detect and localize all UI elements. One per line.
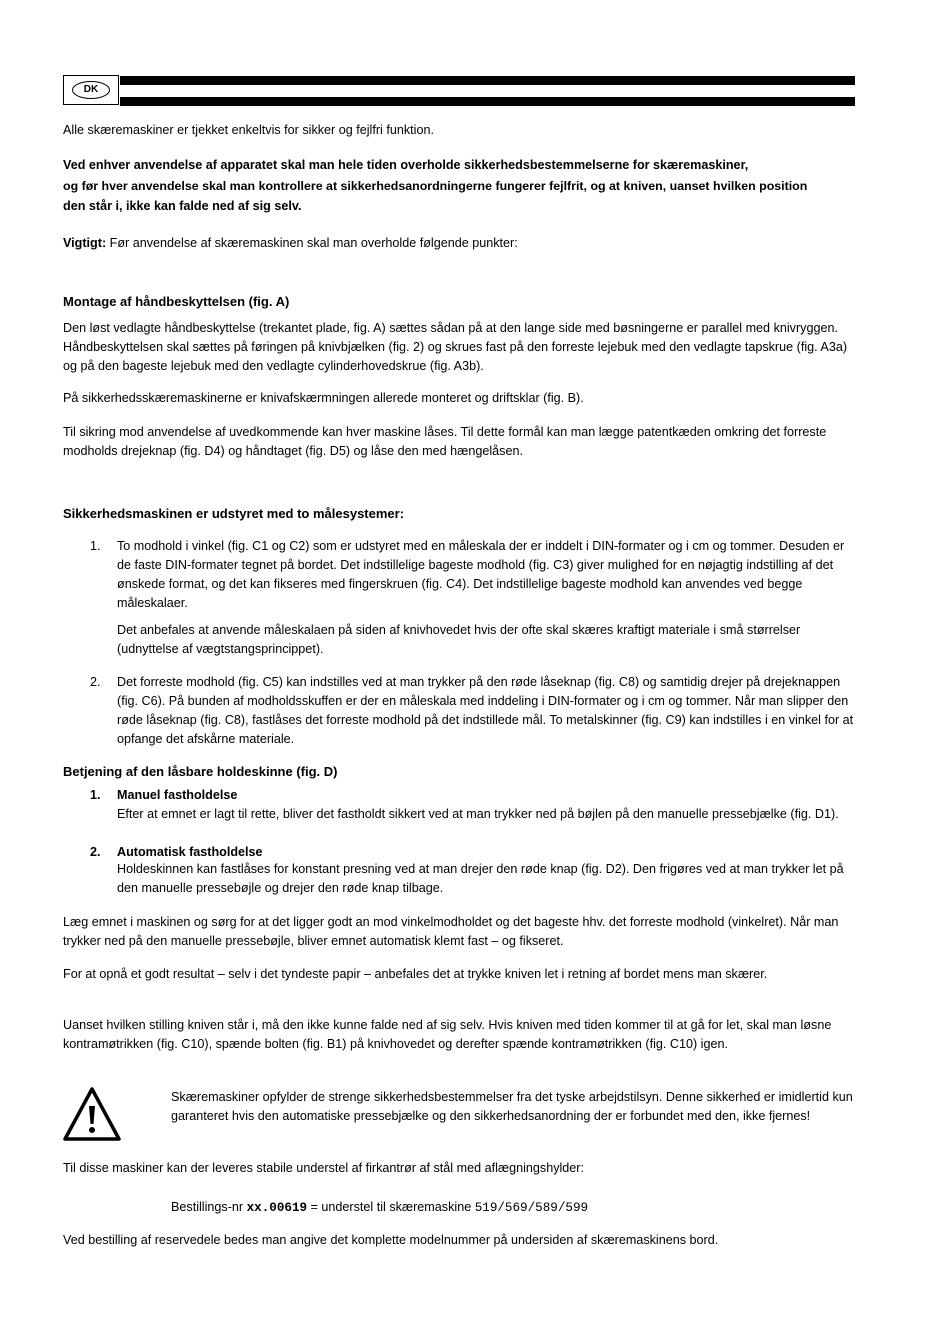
mount-paragraph-1: Den løst vedlagte håndbeskyttelse (trekantet plade, fig. A) sættes sådan på at den lange side med bøsningerne er parallel med knivryggen. Håndbeskyttelsen skal sættes på føringen på knivbjælken (fig. 2) og skrues fast på den forreste lejebuk med den vedlagte tapskrue (fig. A3a) og på den bageste lejebuk med den vedlagte cylinderhovedskrue (fig. A3b).	[63, 321, 848, 373]
order-models: 519/569/589/599	[474, 1201, 589, 1215]
header-bar-bottom	[120, 97, 855, 106]
warning-line-1: Ved enhver anvendelse af apparatet skal man hele tiden overholde sikkerhedsbestemmelserne for skæremaskiner,	[63, 158, 749, 172]
operation-item-1-title: Manuel fastholdelse	[117, 788, 238, 802]
mount-paragraph-3: Til sikring mod anvendelse af uvedkommende kan hver maskine låses. Til dette formål kan man lægge patentkæden omkring det forreste modholds drejeknap (fig. D4) og håndtaget (fig. D5) og låse den med hængelåsen.	[63, 425, 827, 458]
stand-paragraph: Til disse maskiner kan der leveres stabile understel af firkantrør af stål med aflægningshylder:	[63, 1161, 584, 1175]
heading-mount: Montage af håndbeskyttelsen (fig. A)	[63, 294, 290, 309]
important-label: Vigtigt:	[63, 236, 107, 250]
warning-line-3: den står i, ikke kan falde ned af sig selv.	[63, 199, 302, 213]
operation-item-2-text: Holdeskinnen kan fastlåses for konstant presning ved at man drejer den røde knap (fig. D2). Den frigøres ved at man trykker let på den manuelle pressebøjle og drejer den røde knap tilbage.	[117, 862, 844, 895]
language-code: DK	[72, 81, 110, 99]
operation-item-1-number: 1.	[90, 788, 101, 802]
mount-paragraph-2: På sikkerhedsskæremaskinerne er knivafskærmningen allerede monteret og driftsklar (fig. B).	[63, 391, 584, 405]
order-line	[171, 1198, 871, 1217]
intro-text: Alle skæremaskiner er tjekket enkeltvis for sikker og fejlfri funktion.	[63, 123, 434, 137]
measure-item-2-number: 2.	[90, 675, 101, 689]
spare-parts-paragraph: Ved bestilling af reservedele bedes man angive det komplette modelnummer på undersiden af skæremaskinens bord.	[63, 1233, 719, 1247]
measure-item-1-note: Det anbefales at anvende måleskalaen på siden af knivhovedet hvis der ofte skal skæres kraftigt materiale i små størrelser (udnyttelse af vægtstangsprincippet).	[117, 623, 801, 656]
caution-text: Skæremaskiner opfylder de strenge sikkerhedsbestemmelser fra det tyske arbejdstilsyn. Denne sikkerhed er imidlertid kun garanteret hvis den automatiske pressebjælke og den sikkerhedsanordning der er forbundet med den, ikke fjernes!	[171, 1090, 853, 1123]
result-paragraph: For at opnå et godt resultat – selv i det tyndeste papir – anbefales det at trykke kniven let i retning af bordet mens man skærer.	[63, 967, 768, 981]
knife-paragraph: Uanset hvilken stilling kniven står i, må den ikke kunne falde ned af sig selv. Hvis kniven med tiden kommer til at gå for let, skal man løsne kontramøtrikken (fig. C10), spænde bolten (fig. B1) på knivhovedet og derefter spænde kontramøtrikken (fig. C10) igen.	[63, 1018, 832, 1051]
important-text: Før anvendelse af skæremaskinen skal man overholde følgende punkter:	[106, 236, 518, 250]
warning-line-2: og før hver anvendelse skal man kontrollere at sikkerhedsanordningerne fungerer fejlfrit, og at kniven, uanset hvilken position	[63, 179, 808, 193]
operation-item-1-text: Efter at emnet er lagt til rette, bliver det fastholdt sikkert ved at man trykker ned på bøjlen på den manuelle pressebjælke (fig. D1).	[117, 807, 839, 821]
measure-item-2-text: Det forreste modhold (fig. C5) kan indstilles ved at man trykker på den røde låseknap (fig. C8) og samtidig drejer på drejeknappen (fig. C6). På bunden af modholdsskuffen er der en måleskala med inddeling i DIN-formater og i cm og tommer. Når man slipper den røde låseknap (fig. C8), fastlåses det forreste modhold på det indstillede mål. To metalskinner (fig. C9) kan indstilles i en vinkel for at opfange det afskårne materiale.	[117, 675, 854, 746]
header-bar-top	[120, 76, 855, 85]
measure-item-1-text: To modhold i vinkel (fig. C1 og C2) som er udstyret med en måleskala der er inddelt i DIN-formater og i cm og tommer. Desuden er de faste DIN-formater tegnet på bordet. Det indstillelige bageste modhold (fig. C3) giver mulighed for en nøjagtig indstilling af det ønskede format, og det kan fikseres med fingerskruen (fig. C4). Det indstillelige bageste modhold kan anvendes ved begge måleskalaer.	[117, 539, 845, 610]
order-label: Bestillings-nr	[171, 1200, 247, 1214]
operation-item-2-number: 2.	[90, 845, 101, 859]
heading-operation: Betjening af den låsbare holdeskinne (fig. D)	[63, 764, 338, 779]
important-note	[63, 234, 863, 252]
heading-measure: Sikkerhedsmaskinen er udstyret med to målesystemer:	[63, 506, 405, 521]
order-mid: = understel til skæremaskine	[307, 1200, 475, 1214]
order-number: xx.00619	[246, 1201, 308, 1215]
operation-item-2-title: Automatisk fastholdelse	[117, 845, 263, 859]
language-badge	[63, 75, 119, 105]
warning-triangle-icon	[62, 1086, 122, 1142]
measure-item-1-number: 1.	[90, 539, 101, 553]
place-paragraph: Læg emnet i maskinen og sørg for at det ligger godt an mod vinkelmodholdet og det bageste hhv. det forreste modhold (vinkelret). Når man trykker ned på den manuelle pressebøjle, bliver emnet automatisk klemt fast – og fikseret.	[63, 915, 839, 948]
